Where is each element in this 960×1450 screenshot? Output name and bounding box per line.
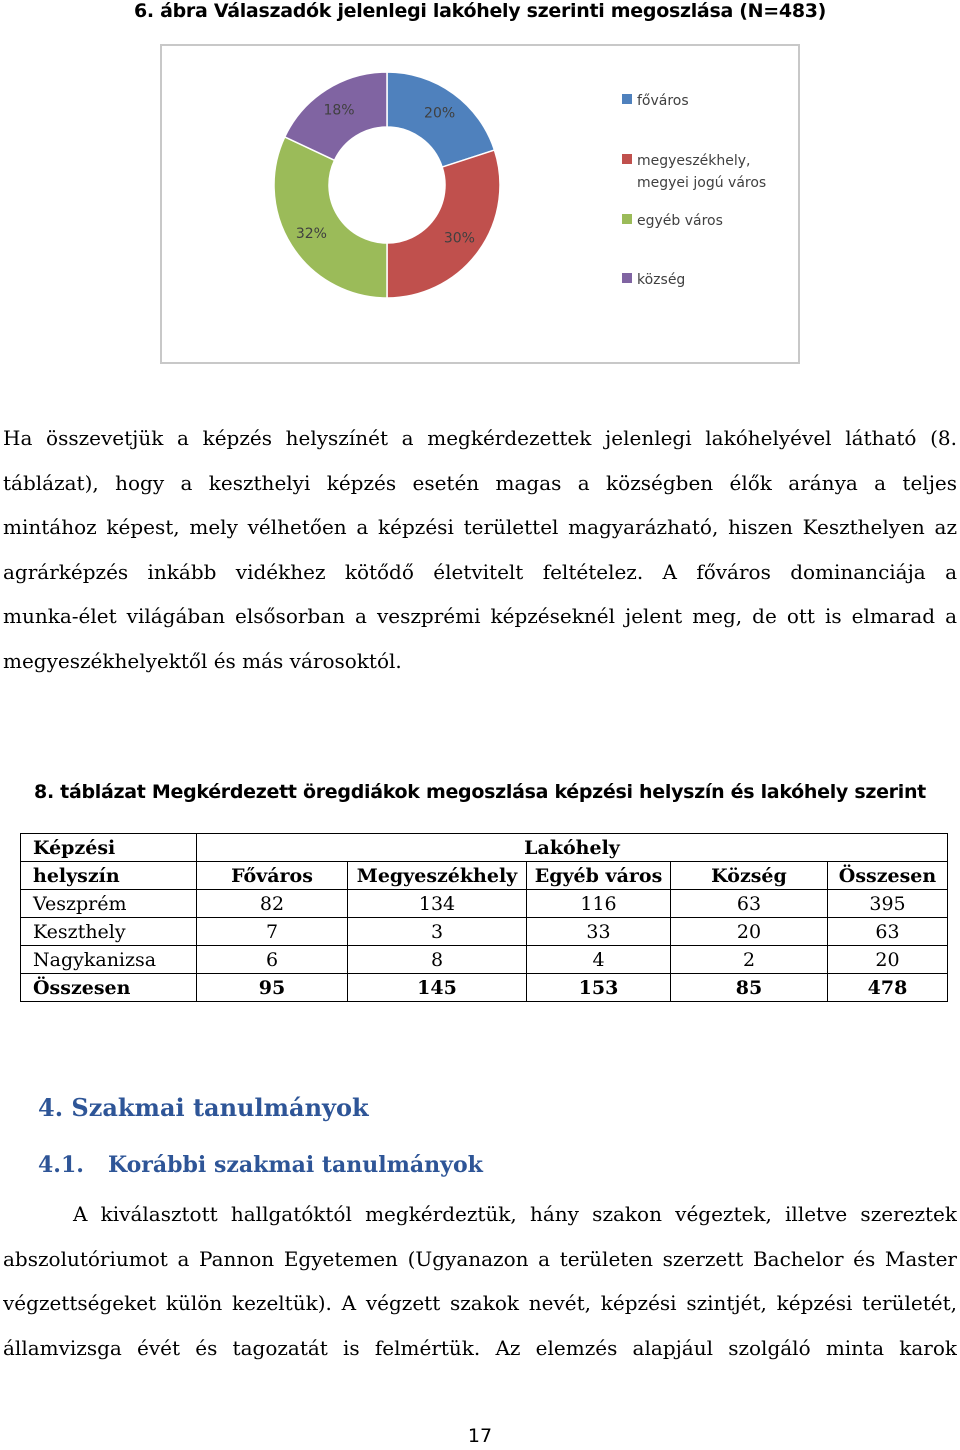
slice-3 <box>274 137 387 298</box>
legend-label: megyeszékhely, <box>637 153 751 169</box>
legend-swatch <box>622 273 632 283</box>
table-total-row <box>21 974 948 1002</box>
table-header-row <box>21 862 948 890</box>
paragraph-line: megyeszékhelyektől és más városoktól. <box>3 648 402 673</box>
table-caption: 8. táblázat Megkérdezett öregdiákok megoszlása képzési helyszín és lakóhely szerint <box>34 781 926 803</box>
slice-label: 32% <box>295 225 327 242</box>
paragraph-line: mintához képest, mely vélhetően a képzési területtel magyarázható, hiszen Keszthelyen az <box>3 515 957 539</box>
chart-frame <box>160 44 800 364</box>
slice-2 <box>387 150 500 298</box>
table-header-row <box>21 834 948 862</box>
table-cell: 4 <box>527 946 671 974</box>
table-cell: 145 <box>348 974 527 1002</box>
table-cell: 33 <box>527 918 671 946</box>
group-header: Lakóhely <box>197 834 948 862</box>
legend-swatch <box>622 214 632 224</box>
table-cell: 478 <box>828 974 948 1002</box>
section-heading: 4. Szakmai tanulmányok <box>38 1093 369 1122</box>
table-row <box>21 890 948 918</box>
table-cell: 63 <box>828 918 948 946</box>
paragraph-line: államvizsga évét és tagozatát is felmértük. Az elemzés alapjául szolgáló minta karok <box>3 1335 957 1360</box>
table-row <box>21 918 948 946</box>
figure-caption: 6. ábra Válaszadók jelenlegi lakóhely szerinti megoszlása (N=483) <box>133 0 827 22</box>
paragraph-1 <box>3 416 957 683</box>
column-header: Egyéb város <box>527 862 671 890</box>
row-label: Nagykanizsa <box>21 946 197 974</box>
table-cell: 8 <box>348 946 527 974</box>
table-cell: 20 <box>671 918 828 946</box>
paragraph-line: A kiválasztott hallgatóktól megkérdeztük, hány szakon végeztek, illetve szereztek <box>73 1202 957 1226</box>
legend-label: főváros <box>637 93 689 109</box>
corner-header-line: Képzési <box>33 836 116 859</box>
paragraph-line: munka-élet világában elsősorban a veszprémi képzéseknél jelent meg, de ott is elmarad a <box>3 604 957 628</box>
corner-header <box>21 862 197 890</box>
data-table <box>20 833 948 1002</box>
column-header: Megyeszékhely <box>348 862 527 890</box>
column-header: Főváros <box>197 862 348 890</box>
doughnut-chart <box>162 46 798 362</box>
paragraph-line: végzettségeket külön kezeltük). A végzett szakok nevét, képzési szintjét, képzési területét, <box>3 1291 957 1315</box>
table-cell: 85 <box>671 974 828 1002</box>
table-cell: 7 <box>197 918 348 946</box>
page-number: 17 <box>467 1425 493 1447</box>
table-cell: 63 <box>671 890 828 918</box>
slice-label: 18% <box>323 102 355 119</box>
paragraph-line: Ha összevetjük a képzés helyszínét a megkérdezettek jelenlegi lakóhelyével látható (8. <box>3 426 957 450</box>
paragraph-line: agrárképzés inkább vidékhez kötődő életvitelt feltételez. A főváros dominanciája a <box>3 559 957 584</box>
table-cell: 20 <box>828 946 948 974</box>
row-label: Keszthely <box>21 918 197 946</box>
legend-label: község <box>637 272 686 288</box>
table-cell: 134 <box>348 890 527 918</box>
row-label: Veszprém <box>21 890 197 918</box>
slice-label: 30% <box>443 230 475 247</box>
slice-label: 20% <box>424 105 456 122</box>
legend-swatch <box>622 154 632 164</box>
table-cell: 6 <box>197 946 348 974</box>
paragraph-line: abszolutóriumot a Pannon Egyetemen (Ugyanazon a területen szerzett Bachelor és Master <box>3 1246 957 1271</box>
table-cell: 116 <box>527 890 671 918</box>
column-header: Község <box>671 862 828 890</box>
corner-header <box>21 834 197 862</box>
table-cell: 395 <box>828 890 948 918</box>
row-label: Összesen <box>21 974 197 1002</box>
table-cell: 2 <box>671 946 828 974</box>
subsection-number: 4.1. <box>38 1152 84 1178</box>
paragraph-2 <box>3 1192 957 1370</box>
corner-header-line: helyszín <box>33 864 120 887</box>
table-cell: 153 <box>527 974 671 1002</box>
table-cell: 95 <box>197 974 348 1002</box>
table-cell: 82 <box>197 890 348 918</box>
column-header: Összesen <box>828 862 948 890</box>
table-row <box>21 946 948 974</box>
paragraph-line: táblázat), hogy a keszthelyi képzés esetén magas a községben élők aránya a teljes <box>3 470 957 495</box>
legend-label: egyéb város <box>637 213 723 229</box>
legend-swatch <box>622 94 632 104</box>
table-cell: 3 <box>348 918 527 946</box>
legend-label: megyei jogú város <box>637 175 767 191</box>
subsection-heading: Korábbi szakmai tanulmányok <box>108 1152 483 1178</box>
